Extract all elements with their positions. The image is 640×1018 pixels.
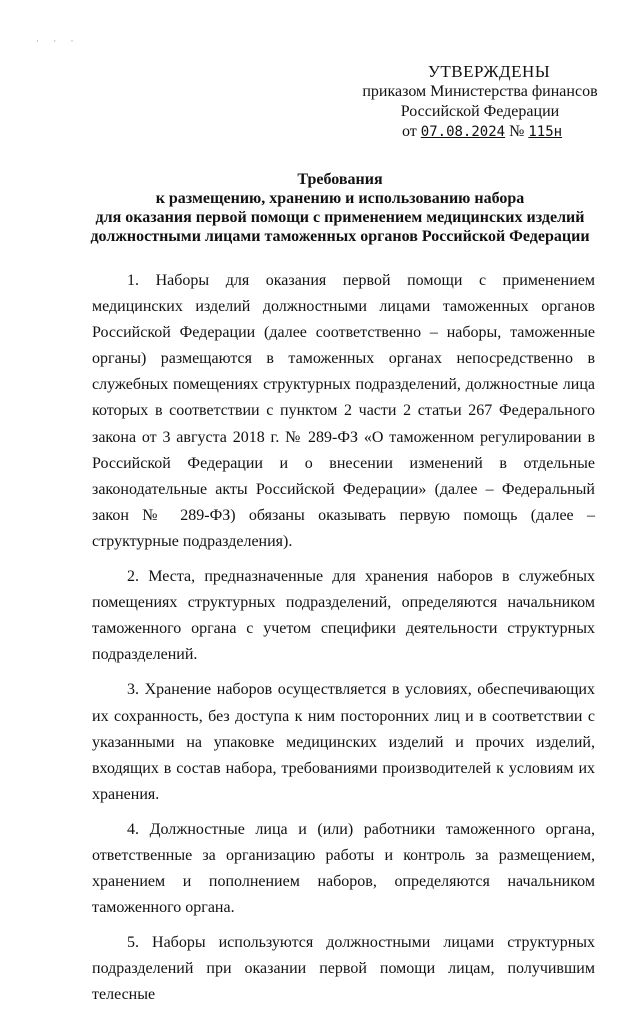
paragraph-1: 1. Наборы для оказания первой помощи с применением медицинских изделий должностными лицами таможенных органов Российской Федерации (далее соответственно – наборы, таможенные органы) размещаются в таможенных органах непосредственно в служебных помещениях структурных подразделений, должностные лица которых в соответствии с пунктом 2 части 2 статьи 267 Федерального закона от 3 августа 2018 г. № 289-ФЗ «О таможенном регулировании в Российской Федерации и о внесении изменений в отдельные законодательные акты Российской Федерации» (далее – Федеральный закон № 289-ФЗ) обязаны оказывать первую помощь (далее – структурные подразделения). bbox=[92, 272, 595, 550]
approval-title: УТВЕРЖДЕНЫ bbox=[427, 62, 551, 81]
title-line-1: Требования bbox=[297, 171, 383, 188]
number-prefix: № bbox=[509, 123, 525, 140]
title-line-2: к размещению, хранению и использованию набора bbox=[155, 190, 525, 207]
paragraph-2: 2. Места, предназначенные для хранения наборов в служебных помещениях структурных подразделений, определяются начальником таможенного органа с учетом специфики деятельности структурных подразделений. bbox=[92, 568, 595, 664]
order-date: 07.08.2024 bbox=[420, 124, 506, 140]
order-number: 115н bbox=[528, 124, 563, 140]
title-line-4: должностными лицами таможенных органов Российской Федерации bbox=[90, 228, 590, 245]
title-line-3: для оказания первой помощи с применением медицинских изделий bbox=[95, 209, 585, 226]
document-title bbox=[60, 170, 620, 246]
date-prefix: от bbox=[402, 123, 417, 140]
paragraph-4: 4. Должностные лица и (или) работники таможенного органа, ответственные за организацию работы и контроль за размещением, хранением и пополнением наборов, определяются начальником таможенного органа. bbox=[92, 820, 595, 917]
paragraph-5: 5. Наборы используются должностными лицами структурных подразделений при оказании первой помощи лицам, получившим телесные bbox=[92, 934, 595, 1004]
paragraph-3: 3. Хранение наборов осуществляется в условиях, обеспечивающих их сохранность, без доступа к ним посторонних лиц и в соответствии с указанными на упаковке медицинских изделий и прочих изделий, входящих в состав набора, требованиями производителей к условиям их хранения. bbox=[92, 681, 595, 803]
approval-issuer-line2: Российской Федерации bbox=[400, 103, 560, 120]
scan-specks: · · · bbox=[36, 36, 80, 46]
approval-block bbox=[360, 62, 600, 142]
document-body bbox=[92, 268, 595, 1018]
approval-order-line bbox=[360, 122, 600, 142]
approval-issuer-line1: приказом Министерства финансов bbox=[362, 83, 598, 100]
